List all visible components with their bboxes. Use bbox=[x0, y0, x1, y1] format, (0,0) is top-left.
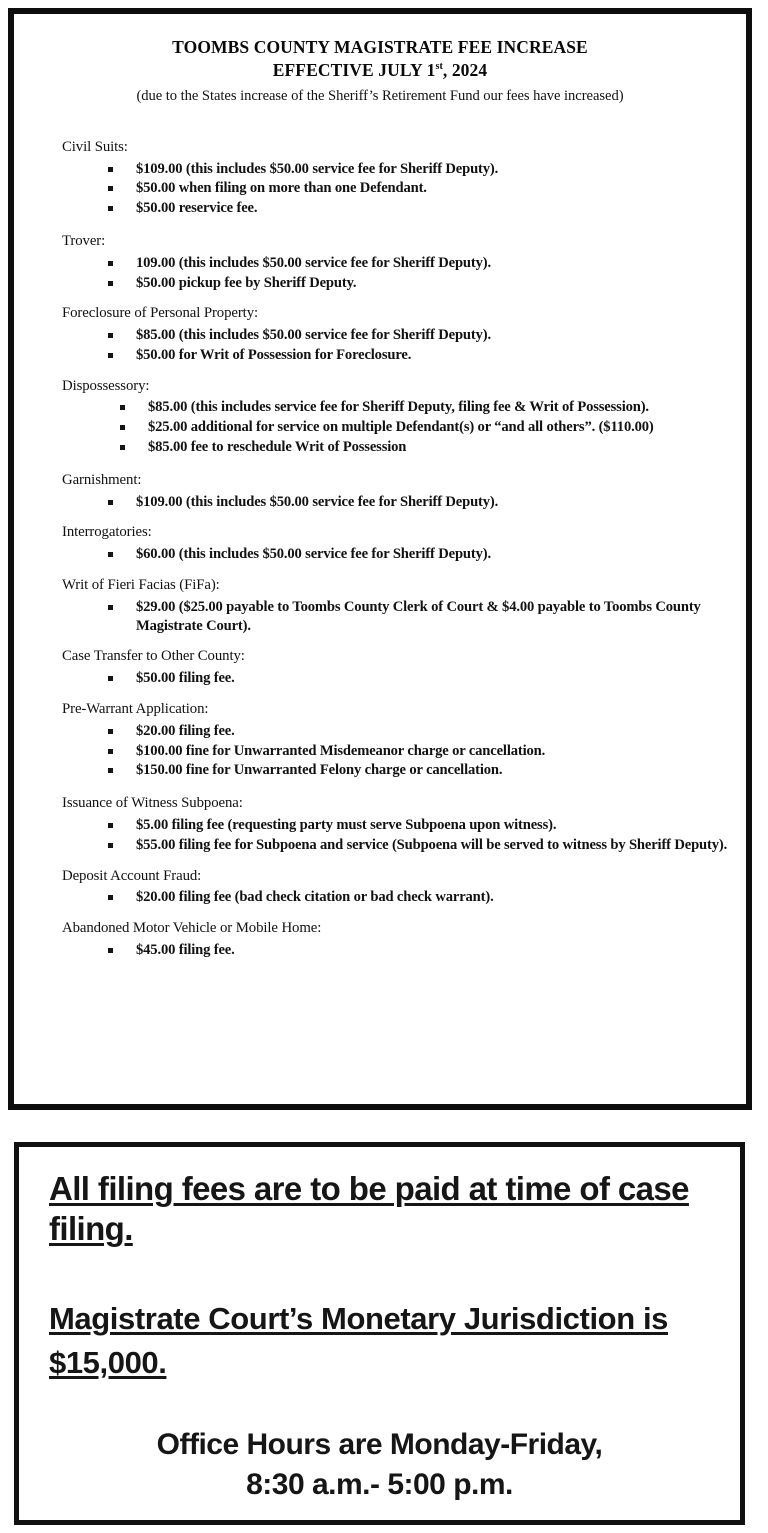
square-bullet-icon bbox=[108, 895, 113, 900]
payment-notice bbox=[49, 1169, 709, 1250]
square-bullet-icon bbox=[108, 605, 113, 610]
fee-section bbox=[62, 139, 732, 218]
fee-item-list bbox=[62, 545, 732, 564]
effective-date-title bbox=[14, 59, 746, 81]
fee-schedule-box bbox=[8, 8, 752, 1110]
fee-item-text: $150.00 fine for Unwarranted Felony charge or cancellation. bbox=[136, 762, 503, 779]
fee-section-title: Dispossessory: bbox=[62, 377, 150, 394]
fee-item bbox=[108, 179, 732, 198]
fee-section bbox=[62, 920, 732, 960]
square-bullet-icon bbox=[108, 186, 113, 191]
fee-section bbox=[62, 378, 732, 457]
square-bullet-icon bbox=[120, 445, 125, 450]
fee-item-text: $50.00 when filing on more than one Defendant. bbox=[136, 180, 427, 197]
fee-item-text: $109.00 (this includes $50.00 service fee for Sheriff Deputy). bbox=[136, 160, 499, 177]
fee-item-text: 109.00 (this includes $50.00 service fee for Sheriff Deputy). bbox=[136, 254, 491, 271]
effective-date-year: , 2024 bbox=[442, 60, 488, 81]
square-bullet-icon bbox=[108, 823, 113, 828]
fee-item bbox=[108, 816, 732, 835]
fee-item-text: $109.00 (this includes $50.00 service fee for Sheriff Deputy). bbox=[136, 493, 499, 510]
fee-item-list bbox=[62, 598, 732, 636]
square-bullet-icon bbox=[120, 405, 125, 410]
fee-section-title: Trover: bbox=[62, 232, 106, 249]
fee-section bbox=[62, 648, 732, 688]
header-subtitle: (due to the States increase of the Sheriff’s Retirement Fund our fees have increased) bbox=[136, 87, 624, 104]
fee-item-text: $85.00 fee to reschedule Writ of Possession bbox=[148, 439, 407, 456]
fee-item bbox=[108, 346, 732, 365]
square-bullet-icon bbox=[108, 768, 113, 773]
square-bullet-icon bbox=[108, 281, 113, 286]
fee-section bbox=[62, 233, 732, 292]
fee-item bbox=[108, 761, 732, 780]
effective-date-prefix: EFFECTIVE JULY 1 bbox=[272, 60, 436, 81]
fee-item-text: $20.00 filing fee. bbox=[136, 722, 235, 739]
square-bullet-icon bbox=[108, 552, 113, 557]
fee-item bbox=[108, 199, 732, 218]
document-header bbox=[14, 14, 746, 105]
fee-item bbox=[108, 545, 732, 564]
fee-item bbox=[108, 254, 732, 273]
square-bullet-icon bbox=[108, 843, 113, 848]
fee-item-text: $85.00 (this includes $50.00 service fee for Sheriff Deputy). bbox=[136, 327, 491, 344]
fee-item-list bbox=[62, 326, 732, 365]
fee-item bbox=[108, 742, 732, 761]
square-bullet-icon bbox=[108, 333, 113, 338]
notice-box bbox=[14, 1142, 745, 1525]
fee-item-text: $25.00 additional for service on multiple Defendant(s) or “and all others”. ($110.00) bbox=[148, 419, 654, 436]
fee-section bbox=[62, 701, 732, 780]
fee-item bbox=[108, 722, 732, 741]
fee-item-list bbox=[62, 816, 732, 855]
fee-item-text: $20.00 filing fee (bad check citation or bad check warrant). bbox=[136, 889, 494, 906]
fee-item-text: $50.00 filing fee. bbox=[136, 670, 235, 687]
fee-item-list bbox=[62, 941, 732, 960]
ordinal-suffix: st bbox=[435, 61, 443, 73]
fee-item-list bbox=[62, 254, 732, 293]
fee-item bbox=[108, 493, 732, 512]
fee-section-title: Interrogatories: bbox=[62, 524, 152, 541]
square-bullet-icon bbox=[108, 729, 113, 734]
square-bullet-icon bbox=[120, 425, 125, 430]
fee-section-title: Foreclosure of Personal Property: bbox=[62, 305, 259, 322]
fee-section-title: Writ of Fieri Facias (FiFa): bbox=[62, 577, 220, 594]
fee-section bbox=[62, 472, 732, 512]
square-bullet-icon bbox=[108, 500, 113, 505]
fee-item-text: $55.00 filing fee for Subpoena and service (Subpoena will be served to witness by Sheriff Deputy). bbox=[136, 836, 728, 853]
office-hours-line-2: 8:30 a.m.- 5:00 p.m. bbox=[246, 1467, 513, 1501]
fee-section-title: Issuance of Witness Subpoena: bbox=[62, 795, 243, 812]
square-bullet-icon bbox=[108, 353, 113, 358]
fee-section-title: Civil Suits: bbox=[62, 138, 128, 155]
fee-item bbox=[108, 160, 732, 179]
fee-item-list bbox=[62, 722, 732, 780]
fee-item-text: $50.00 for Writ of Possession for Foreclosure. bbox=[136, 346, 412, 363]
fee-item bbox=[108, 326, 732, 345]
fee-section-title: Garnishment: bbox=[62, 471, 142, 488]
payment-notice-text: All filing fees are to be paid at time of case filing. bbox=[49, 1170, 689, 1248]
office-hours-notice bbox=[19, 1425, 740, 1505]
fee-item-list bbox=[62, 888, 732, 907]
fee-item-text: $5.00 filing fee (requesting party must serve Subpoena upon witness). bbox=[136, 816, 557, 833]
square-bullet-icon bbox=[108, 167, 113, 172]
fee-item bbox=[108, 598, 732, 636]
fee-item bbox=[108, 836, 732, 855]
fee-section-title: Pre-Warrant Application: bbox=[62, 700, 209, 717]
fee-section-title: Abandoned Motor Vehicle or Mobile Home: bbox=[62, 920, 322, 937]
fee-section bbox=[62, 524, 732, 564]
fee-item-list bbox=[62, 669, 732, 688]
fee-item-text: $100.00 fine for Unwarranted Misdemeanor charge or cancellation. bbox=[136, 742, 546, 759]
fee-section-title: Deposit Account Fraud: bbox=[62, 867, 202, 884]
square-bullet-icon bbox=[108, 749, 113, 754]
fee-item bbox=[120, 438, 732, 457]
fee-item-list bbox=[62, 493, 732, 512]
square-bullet-icon bbox=[108, 948, 113, 953]
fee-item-text: $45.00 filing fee. bbox=[136, 941, 235, 958]
fee-section bbox=[62, 795, 732, 854]
fee-item-text: $50.00 reservice fee. bbox=[136, 200, 258, 217]
jurisdiction-notice bbox=[49, 1297, 709, 1385]
fee-item bbox=[108, 669, 732, 688]
jurisdiction-notice-text: Magistrate Court’s Monetary Jurisdiction is $15,000. bbox=[49, 1301, 668, 1381]
fee-item-text: $85.00 (this includes service fee for Sheriff Deputy, filing fee & Writ of Possession). bbox=[148, 399, 649, 416]
fee-item-list bbox=[62, 398, 732, 456]
page-title: TOOMBS COUNTY MAGISTRATE FEE INCREASE bbox=[172, 37, 588, 57]
fee-item bbox=[108, 274, 732, 293]
fee-section bbox=[62, 577, 732, 635]
square-bullet-icon bbox=[108, 261, 113, 266]
fee-item bbox=[108, 888, 732, 907]
fee-item-text: $29.00 ($25.00 payable to Toombs County Clerk of Court & $4.00 payable to Toombs County Magistrate Court). bbox=[136, 598, 701, 634]
fee-item-list bbox=[62, 160, 732, 218]
fee-section bbox=[62, 305, 732, 364]
fee-sections-list bbox=[14, 139, 746, 960]
fee-item bbox=[108, 941, 732, 960]
square-bullet-icon bbox=[108, 206, 113, 211]
fee-item-text: $60.00 (this includes $50.00 service fee for Sheriff Deputy). bbox=[136, 546, 491, 563]
square-bullet-icon bbox=[108, 676, 113, 681]
fee-item-text: $50.00 pickup fee by Sheriff Deputy. bbox=[136, 274, 357, 291]
fee-section bbox=[62, 868, 732, 908]
fee-item bbox=[120, 398, 732, 417]
fee-section-title: Case Transfer to Other County: bbox=[62, 648, 245, 665]
fee-item bbox=[120, 418, 732, 437]
office-hours-line-1: Office Hours are Monday-Friday, bbox=[156, 1428, 603, 1461]
